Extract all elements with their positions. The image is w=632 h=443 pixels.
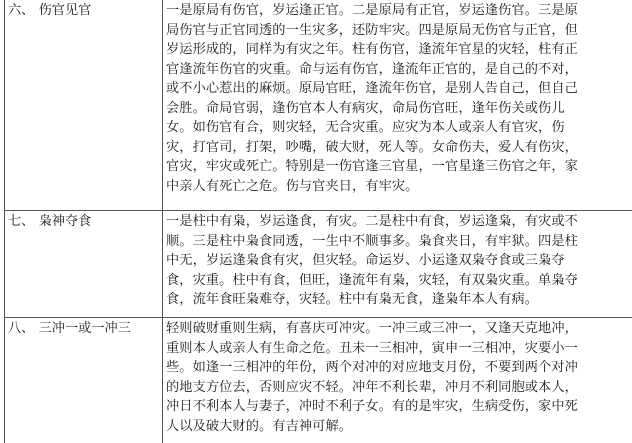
text-line: 食，流年食旺枭难夺，灾轻。柱中有枭无食，逢枭年本人有病。 [166,292,539,307]
table-row [5,318,632,443]
text-line: 冲日不利本人与妻子，冲时不利子女。有的是牢灾，生病受伤，家中死 [166,399,578,414]
text-line: 一是柱中有枭，岁运逢食，有灾。二是柱中有食，岁运逢枭，有灾或不 [166,214,578,229]
row-text [163,0,632,196]
row-label: 七、 枭神夺食 [8,214,92,229]
text-line: 中无，岁运逢枭食有灾，但灾轻。命运岁、小运逢双枭夺食或三枭夺 [166,253,565,268]
text-line: 会胜。命局官弱，逢伤官本人有病灾，命局伤官旺，逢年伤关或伤儿 [166,100,565,116]
table-row [5,0,632,211]
text-line: 的地支方位去，否则应灾不轻。冲年不利长辈，冲月不利同胞或本人， [166,379,578,395]
row-label-cell [5,318,163,443]
row-body-cell [163,0,632,211]
text-line: 人以及破大财的。有吉神可解。 [166,418,353,434]
text-line: 轻则破财重则生病，有喜庆可冲灾。一冲三或三冲一，又逢天克地冲， [166,321,578,336]
text-line: 局伤官与正官同透的一生灾多，还防牢灾。四是原局无伤官与正官，但 [166,22,578,38]
content-table [4,0,632,443]
row-label-cell [5,0,163,211]
text-line: 女。如伤官有合，则灾轻，无合灾重。应灾为本人或亲人有官灾，伤 [166,120,565,135]
text-line: 中亲人有死亡之危。伤与官夹日，有牢灾。 [166,178,419,194]
text-line: 或不小心惹出的麻烦。原局官旺，逢流年伤官，是别人告自己，但自己 [166,81,578,96]
text-line: 岁运形成的，同样为有灾之年。柱有伤官，逢流年官星的灾轻，柱有正 [166,42,578,57]
text-line: 官逢流年伤官的灾重。命与运有伤官，逢流年正官的，是自己的不对， [166,61,578,77]
row-label: 六、 伤官见官 [8,3,92,18]
text-line: 灾，打官司，打架，吵嘴，破大财，死人等。女命伤夫，爱人有伤灾， [166,139,578,155]
text-line: 顺。三是柱中枭食同透，一生中不顺事多。枭食夹日，有牢狱。四是柱 [166,233,578,249]
row-body-cell [163,211,632,318]
text-line: 官灾，牢灾或死亡。特别是一伤官逢三官星，一官星逢三伤官之年，家 [166,159,578,174]
row-label-cell [5,211,163,318]
text-line: 些。如逢一三相冲的年份，两个对冲的对应地支月份，不要到两个对冲 [166,360,578,375]
table-row [5,211,632,318]
row-label: 八、 三冲一或一冲三 [8,321,131,336]
row-text [163,318,632,436]
text-line: 一是原局有伤官，岁运逢正官。二是原局有正官，岁运逢伤官。三是原 [166,3,578,18]
row-body-cell [163,318,632,443]
text-line: 重则本人或亲人有生命之危。丑未一三相冲，寅申一三相冲，灾要小一 [166,340,578,356]
text-line: 食，灾重。柱中有食，但旺，逢流年有枭，灾轻，有双枭灾重。单枭夺 [166,272,578,288]
row-text [163,211,632,310]
